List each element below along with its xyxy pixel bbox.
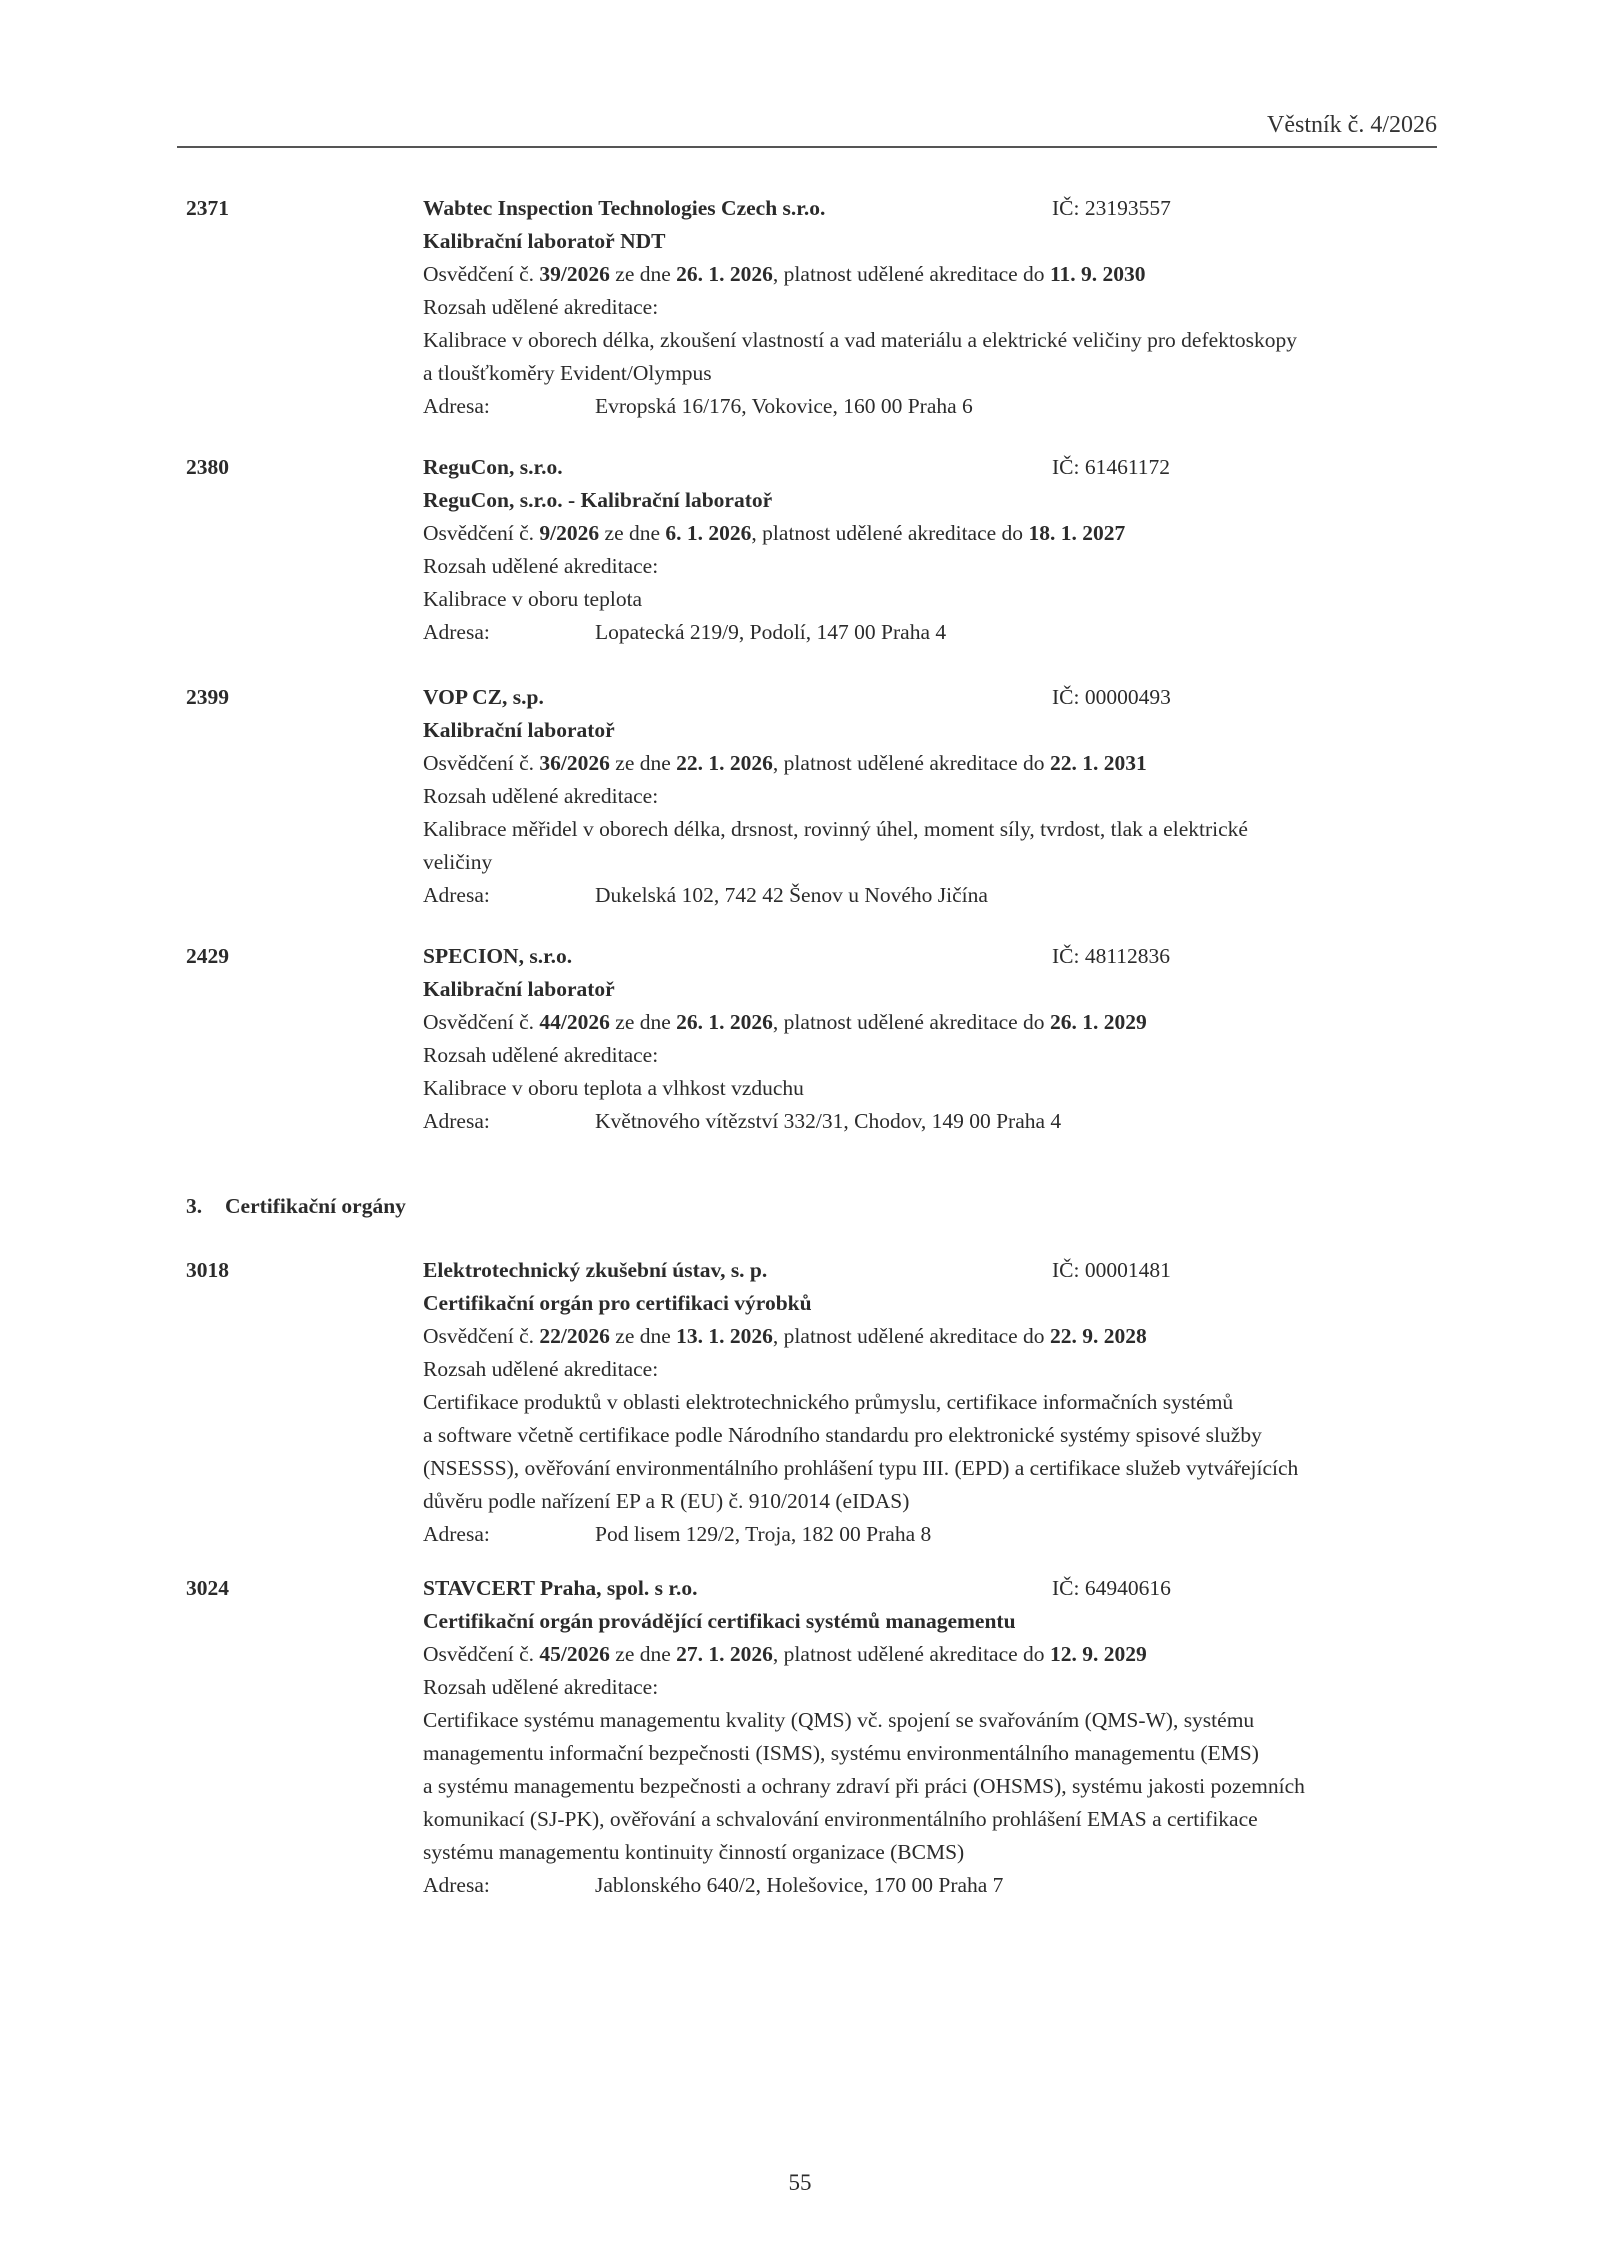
address-label: Adresa:	[423, 1873, 490, 1897]
organization-line	[423, 940, 572, 973]
address-label: Adresa:	[423, 1109, 490, 1133]
ico-field	[1052, 681, 1171, 714]
organization-line	[423, 681, 544, 714]
address-label: Adresa:	[423, 883, 490, 907]
unit-name: Kalibrační laboratoř	[423, 718, 615, 742]
entry-number: 2380	[186, 455, 229, 479]
valid-until: 26. 1. 2029	[1049, 1010, 1147, 1034]
organization-name: STAVCERT Praha, spol. s r.o.	[423, 1576, 698, 1600]
section-number: 3.	[186, 1194, 203, 1218]
scope-line	[423, 1737, 1259, 1770]
cert-number: 9/2026	[539, 521, 600, 545]
scope-label-line	[423, 1671, 658, 1704]
unit-name: Certifikační orgán pro certifikaci výrobků	[423, 1291, 812, 1315]
address-value: Lopatecká 219/9, Podolí, 147 00 Praha 4	[595, 620, 947, 644]
valid-prefix: , platnost udělené akreditace do	[772, 262, 1045, 286]
cert-prefix: Osvědčení č.	[423, 521, 535, 545]
unit-name: Certifikační orgán provádějící certifikaci systémů managementu	[423, 1609, 1016, 1633]
scope-text: (NSESSS), ověřování environmentálního prohlášení typu III. (EPD) a certifikace služeb vytvářejících	[423, 1456, 1299, 1480]
scope-line	[423, 1072, 804, 1105]
date-prefix: ze dne	[615, 751, 671, 775]
scope-text: a software včetně certifikace podle Národního standardu pro elektronické systémy spisové služby	[423, 1423, 1262, 1447]
address-value: Pod lisem 129/2, Troja, 182 00 Praha 8	[595, 1522, 932, 1546]
scope-text: Kalibrace v oboru teplota	[423, 587, 643, 611]
address-line	[423, 1105, 1062, 1138]
scope-line	[423, 846, 492, 879]
scope-label-line	[423, 1353, 658, 1386]
unit-name: ReguCon, s.r.o. - Kalibrační laboratoř	[423, 488, 773, 512]
ico-label: IČ:	[1052, 196, 1080, 220]
unit-line	[423, 973, 615, 1006]
scope-line	[423, 1452, 1298, 1485]
valid-until: 22. 9. 2028	[1049, 1324, 1147, 1348]
unit-line	[423, 1605, 1016, 1638]
cert-prefix: Osvědčení č.	[423, 262, 535, 286]
scope-label-line	[423, 780, 658, 813]
scope-line	[423, 1386, 1233, 1419]
scope-line	[423, 813, 1248, 846]
entry-number: 2429	[186, 944, 229, 968]
scope-line	[423, 1803, 1258, 1836]
scope-text: Certifikace produktů v oblasti elektrotechnického průmyslu, certifikace informačních systémů	[423, 1390, 1234, 1414]
organization-name: Wabtec Inspection Technologies Czech s.r.o.	[423, 196, 826, 220]
valid-until: 11. 9. 2030	[1049, 262, 1146, 286]
ico-label: IČ:	[1052, 1576, 1080, 1600]
cert-date: 13. 1. 2026	[676, 1324, 773, 1348]
ico-value: 00001481	[1084, 1258, 1171, 1282]
scope-text: systému managementu kontinuity činností organizace (BCMS)	[423, 1840, 965, 1864]
ico-field	[1052, 1572, 1171, 1605]
scope-label: Rozsah udělené akreditace:	[423, 554, 659, 578]
certificate-line	[423, 1638, 1147, 1671]
cert-prefix: Osvědčení č.	[423, 1642, 535, 1666]
ico-value: 61461172	[1084, 455, 1171, 479]
address-line	[423, 616, 947, 649]
certificate-line	[423, 1006, 1147, 1039]
valid-prefix: , platnost udělené akreditace do	[772, 1010, 1045, 1034]
ico-value: 48112836	[1084, 944, 1171, 968]
scope-text: důvěru podle nařízení EP a R (EU) č. 910/2014 (eIDAS)	[423, 1489, 910, 1513]
scope-text: Kalibrace v oboru teplota a vlhkost vzduchu	[423, 1076, 804, 1100]
journal-header: Věstník č. 4/2026	[1267, 112, 1437, 138]
scope-line	[423, 1485, 909, 1518]
entry-number: 2371	[186, 196, 229, 220]
scope-text: a systému managementu bezpečnosti a ochrany zdraví při práci (OHSMS), systému jakosti pozemních	[423, 1774, 1305, 1798]
cert-date: 26. 1. 2026	[676, 1010, 773, 1034]
date-prefix: ze dne	[615, 262, 671, 286]
ico-field	[1052, 940, 1170, 973]
valid-prefix: , platnost udělené akreditace do	[751, 521, 1024, 545]
unit-name: Kalibrační laboratoř NDT	[423, 229, 666, 253]
cert-prefix: Osvědčení č.	[423, 1010, 535, 1034]
cert-number: 44/2026	[539, 1010, 610, 1034]
ico-label: IČ:	[1052, 455, 1080, 479]
scope-label: Rozsah udělené akreditace:	[423, 1043, 659, 1067]
cert-number: 39/2026	[539, 262, 610, 286]
address-value: Dukelská 102, 742 42 Šenov u Nového Jičína	[595, 883, 988, 907]
scope-line	[423, 1419, 1262, 1452]
address-line	[423, 879, 988, 912]
organization-name: VOP CZ, s.p.	[423, 685, 544, 709]
scope-text: Certifikace systému managementu kvality (QMS) vč. spojení se svařováním (QMS-W), systému	[423, 1708, 1255, 1732]
valid-until: 22. 1. 2031	[1049, 751, 1147, 775]
scope-label: Rozsah udělené akreditace:	[423, 1675, 659, 1699]
scope-line	[423, 1770, 1305, 1803]
organization-line	[423, 192, 825, 225]
unit-line	[423, 225, 665, 258]
organization-line	[423, 451, 563, 484]
scope-label-line	[423, 1039, 658, 1072]
valid-prefix: , platnost udělené akreditace do	[772, 1642, 1045, 1666]
date-prefix: ze dne	[615, 1324, 671, 1348]
cert-prefix: Osvědčení č.	[423, 751, 535, 775]
cert-date: 6. 1. 2026	[665, 521, 752, 545]
address-line	[423, 390, 973, 423]
scope-text: veličiny	[423, 850, 493, 874]
scope-label-line	[423, 550, 658, 583]
section-title: Certifikační orgány	[225, 1194, 406, 1218]
scope-label: Rozsah udělené akreditace:	[423, 784, 659, 808]
scope-text: komunikací (SJ-PK), ověřování a schvalování environmentálního prohlášení EMAS a certifikace	[423, 1807, 1258, 1831]
address-value: Evropská 16/176, Vokovice, 160 00 Praha 6	[595, 394, 973, 418]
valid-prefix: , platnost udělené akreditace do	[772, 751, 1045, 775]
scope-line	[423, 583, 642, 616]
ico-label: IČ:	[1052, 685, 1080, 709]
entry-number: 2399	[186, 685, 229, 709]
ico-field	[1052, 1254, 1171, 1287]
cert-number: 45/2026	[539, 1642, 610, 1666]
valid-until: 12. 9. 2029	[1049, 1642, 1147, 1666]
valid-until: 18. 1. 2027	[1028, 521, 1126, 545]
date-prefix: ze dne	[615, 1010, 671, 1034]
organization-name: SPECION, s.r.o.	[423, 944, 573, 968]
entry-number: 3018	[186, 1258, 229, 1282]
scope-label-line	[423, 291, 658, 324]
scope-text: Kalibrace měřidel v oborech délka, drsnost, rovinný úhel, moment síly, tvrdost, tlak a elektrické	[423, 817, 1248, 841]
organization-line	[423, 1572, 697, 1605]
scope-label: Rozsah udělené akreditace:	[423, 1357, 659, 1381]
address-value: Jablonského 640/2, Holešovice, 170 00 Praha 7	[595, 1873, 1004, 1897]
scope-line	[423, 357, 712, 390]
date-prefix: ze dne	[604, 521, 661, 545]
scope-label: Rozsah udělené akreditace:	[423, 295, 659, 319]
cert-date: 22. 1. 2026	[676, 751, 773, 775]
date-prefix: ze dne	[615, 1642, 671, 1666]
cert-date: 27. 1. 2026	[676, 1642, 773, 1666]
ico-label: IČ:	[1052, 1258, 1080, 1282]
ico-value: 64940616	[1084, 1576, 1171, 1600]
ico-label: IČ:	[1052, 944, 1080, 968]
address-line	[423, 1869, 1004, 1902]
ico-value: 23193557	[1084, 196, 1171, 220]
cert-date: 26. 1. 2026	[676, 262, 773, 286]
unit-line	[423, 1287, 812, 1320]
certificate-line	[423, 1320, 1147, 1353]
address-label: Adresa:	[423, 394, 490, 418]
certificate-line	[423, 517, 1125, 550]
valid-prefix: , platnost udělené akreditace do	[772, 1324, 1045, 1348]
address-label: Adresa:	[423, 620, 490, 644]
cert-prefix: Osvědčení č.	[423, 1324, 535, 1348]
ico-field	[1052, 451, 1170, 484]
address-line	[423, 1518, 932, 1551]
unit-line	[423, 714, 615, 747]
scope-text: a tloušťkoměry Evident/Olympus	[423, 361, 712, 385]
cert-number: 36/2026	[539, 751, 610, 775]
address-label: Adresa:	[423, 1522, 490, 1546]
scope-text: Kalibrace v oborech délka, zkoušení vlastností a vad materiálu a elektrické veličiny pro defektoskopy	[423, 328, 1298, 352]
certificate-line	[423, 747, 1147, 780]
organization-name: Elektrotechnický zkušební ústav, s. p.	[423, 1258, 768, 1282]
organization-line	[423, 1254, 767, 1287]
certificate-line	[423, 258, 1146, 291]
scope-line	[423, 1704, 1254, 1737]
unit-name: Kalibrační laboratoř	[423, 977, 615, 1001]
scope-text: managementu informační bezpečnosti (ISMS), systému environmentálního managementu (EMS)	[423, 1741, 1259, 1765]
entry-number: 3024	[186, 1576, 229, 1600]
scope-line	[423, 1836, 964, 1869]
address-value: Květnového vítězství 332/31, Chodov, 149 00 Praha 4	[595, 1109, 1062, 1133]
scope-line	[423, 324, 1297, 357]
unit-line	[423, 484, 772, 517]
ico-value: 00000493	[1084, 685, 1171, 709]
header-rule	[177, 146, 1437, 148]
cert-number: 22/2026	[539, 1324, 610, 1348]
organization-name: ReguCon, s.r.o.	[423, 455, 563, 479]
ico-field	[1052, 192, 1171, 225]
page-number: 55	[788, 2170, 812, 2195]
